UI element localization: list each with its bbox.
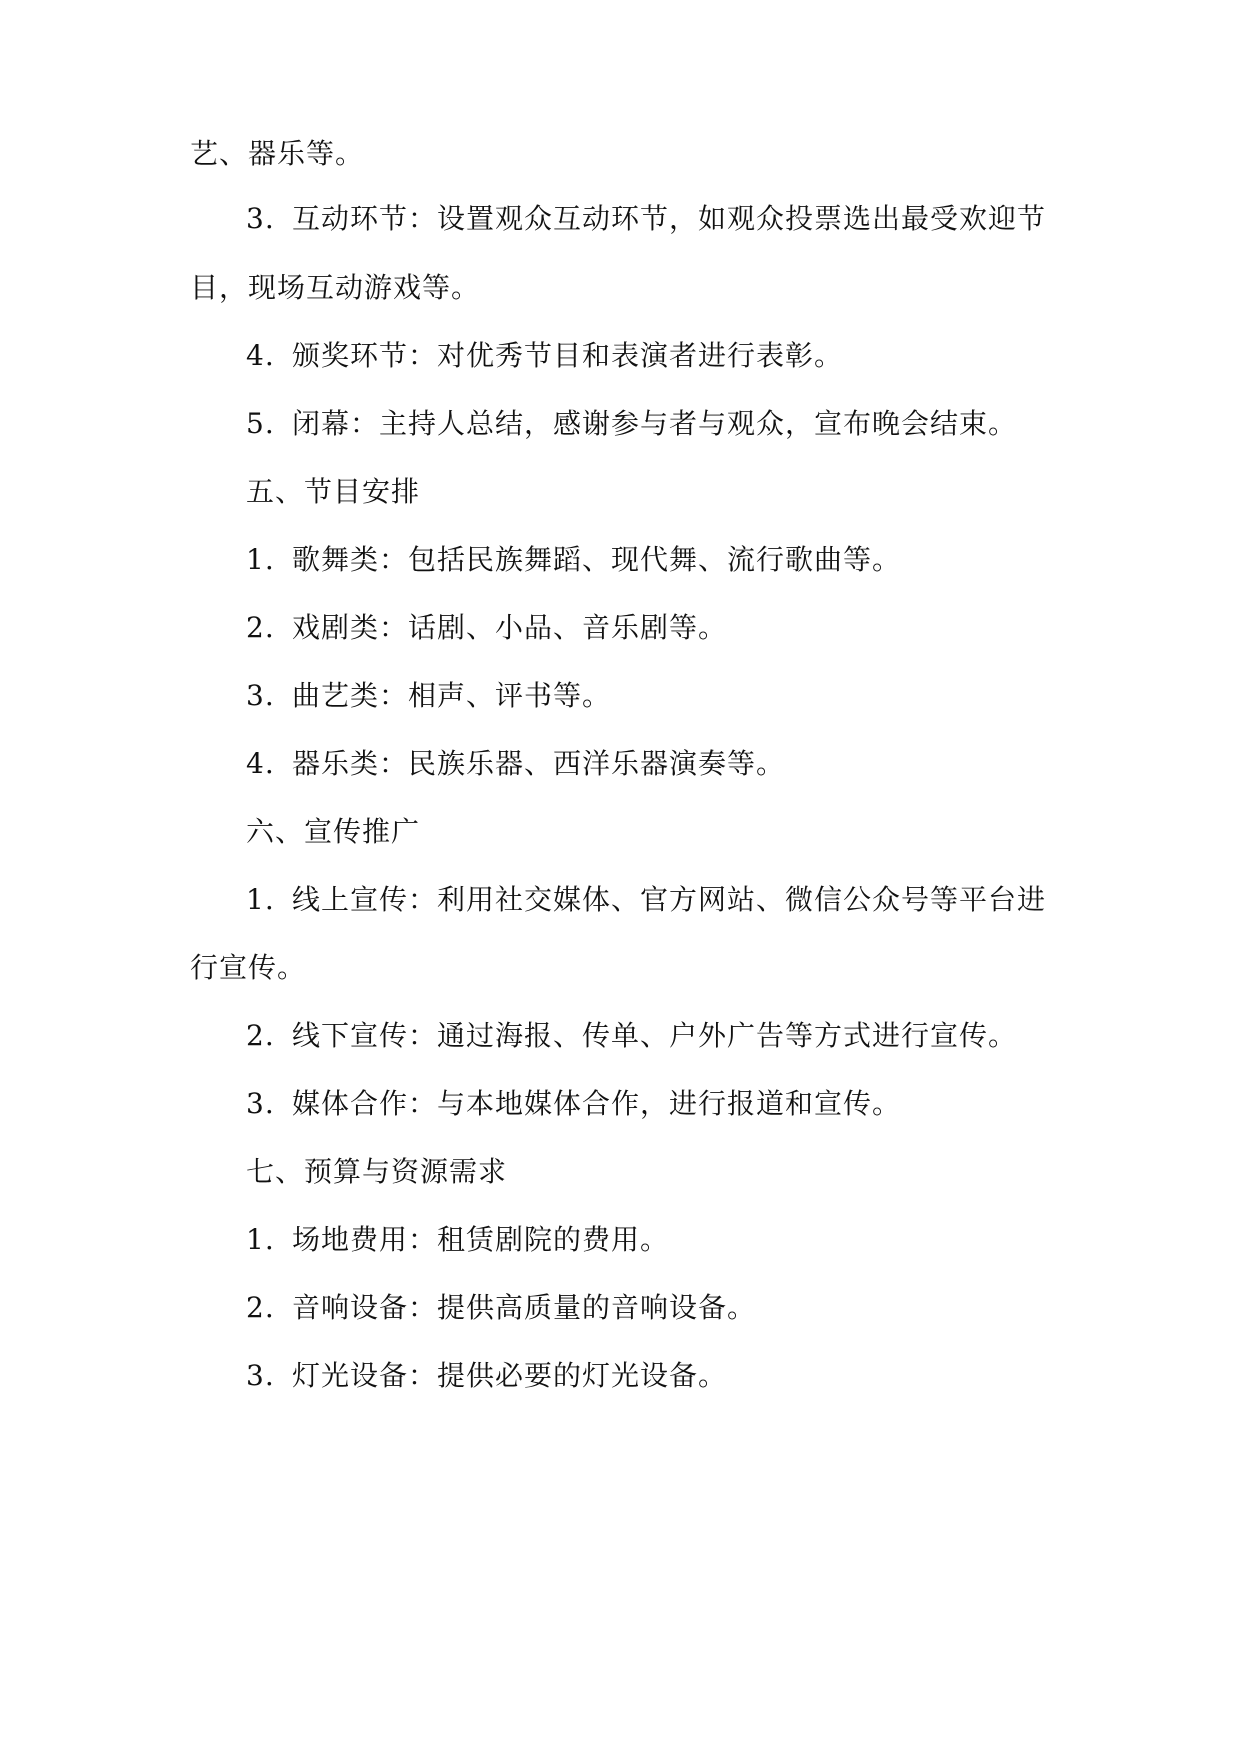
item-number: 3.: [246, 202, 275, 235]
list-item: [246, 1084, 1126, 1124]
line-text: 线上宣传：利用社交媒体、官方网站、微信公众号等平台进: [292, 883, 1047, 916]
list-item: [246, 676, 1126, 716]
item-number: 2.: [246, 1291, 275, 1324]
line-text: 曲艺类：相声、评书等。: [292, 679, 612, 712]
heading-text: 七、预算与资源需求: [246, 1155, 508, 1188]
line-text: 闭幕：主持人总结，感谢参与者与观众，宣布晚会结束。: [292, 407, 1018, 440]
line-text: 行宣传。: [190, 951, 307, 984]
text-line: [190, 268, 1070, 308]
list-item: [246, 1356, 1126, 1396]
line-text: 互动环节：设置观众互动环节，如观众投票选出最受欢迎节: [292, 202, 1047, 235]
item-number: 3.: [246, 1359, 275, 1392]
item-number: 3.: [246, 679, 275, 712]
line-text: 音响设备：提供高质量的音响设备。: [292, 1291, 757, 1324]
item-number: 2.: [246, 611, 275, 644]
list-item: [246, 336, 1126, 376]
line-text: 目，现场互动游戏等。: [190, 271, 481, 304]
line-text: 灯光设备：提供必要的灯光设备。: [292, 1359, 728, 1392]
section-heading: [246, 812, 1126, 852]
section-heading: [246, 1152, 1126, 1192]
heading-text: 五、节目安排: [246, 475, 421, 508]
list-item: [246, 199, 1126, 239]
item-number: 4.: [246, 747, 275, 780]
list-item: [246, 1016, 1126, 1056]
line-text: 线下宣传：通过海报、传单、户外广告等方式进行宣传。: [292, 1019, 1018, 1052]
line-text: 媒体合作：与本地媒体合作，进行报道和宣传。: [292, 1087, 902, 1120]
list-item: [246, 540, 1126, 580]
item-number: 3.: [246, 1087, 275, 1120]
list-item: [246, 744, 1126, 784]
item-number: 1.: [246, 883, 275, 916]
list-item: [246, 608, 1126, 648]
text-line: [190, 134, 1070, 174]
item-number: 5.: [246, 407, 275, 440]
line-text: 器乐类：民族乐器、西洋乐器演奏等。: [292, 747, 786, 780]
text-line: [190, 948, 1070, 988]
list-item: [246, 880, 1126, 920]
line-text: 艺、器乐等。: [190, 137, 365, 170]
list-item: [246, 1288, 1126, 1328]
heading-text: 六、宣传推广: [246, 815, 421, 848]
line-text: 场地费用：租赁剧院的费用。: [292, 1223, 670, 1256]
list-item: [246, 404, 1126, 444]
line-text: 戏剧类：话剧、小品、音乐剧等。: [292, 611, 728, 644]
item-number: 2.: [246, 1019, 275, 1052]
line-text: 歌舞类：包括民族舞蹈、现代舞、流行歌曲等。: [292, 543, 902, 576]
item-number: 1.: [246, 543, 275, 576]
list-item: [246, 1220, 1126, 1260]
line-text: 颁奖环节：对优秀节目和表演者进行表彰。: [292, 339, 844, 372]
item-number: 1.: [246, 1223, 275, 1256]
section-heading: [246, 472, 1126, 512]
item-number: 4.: [246, 339, 275, 372]
